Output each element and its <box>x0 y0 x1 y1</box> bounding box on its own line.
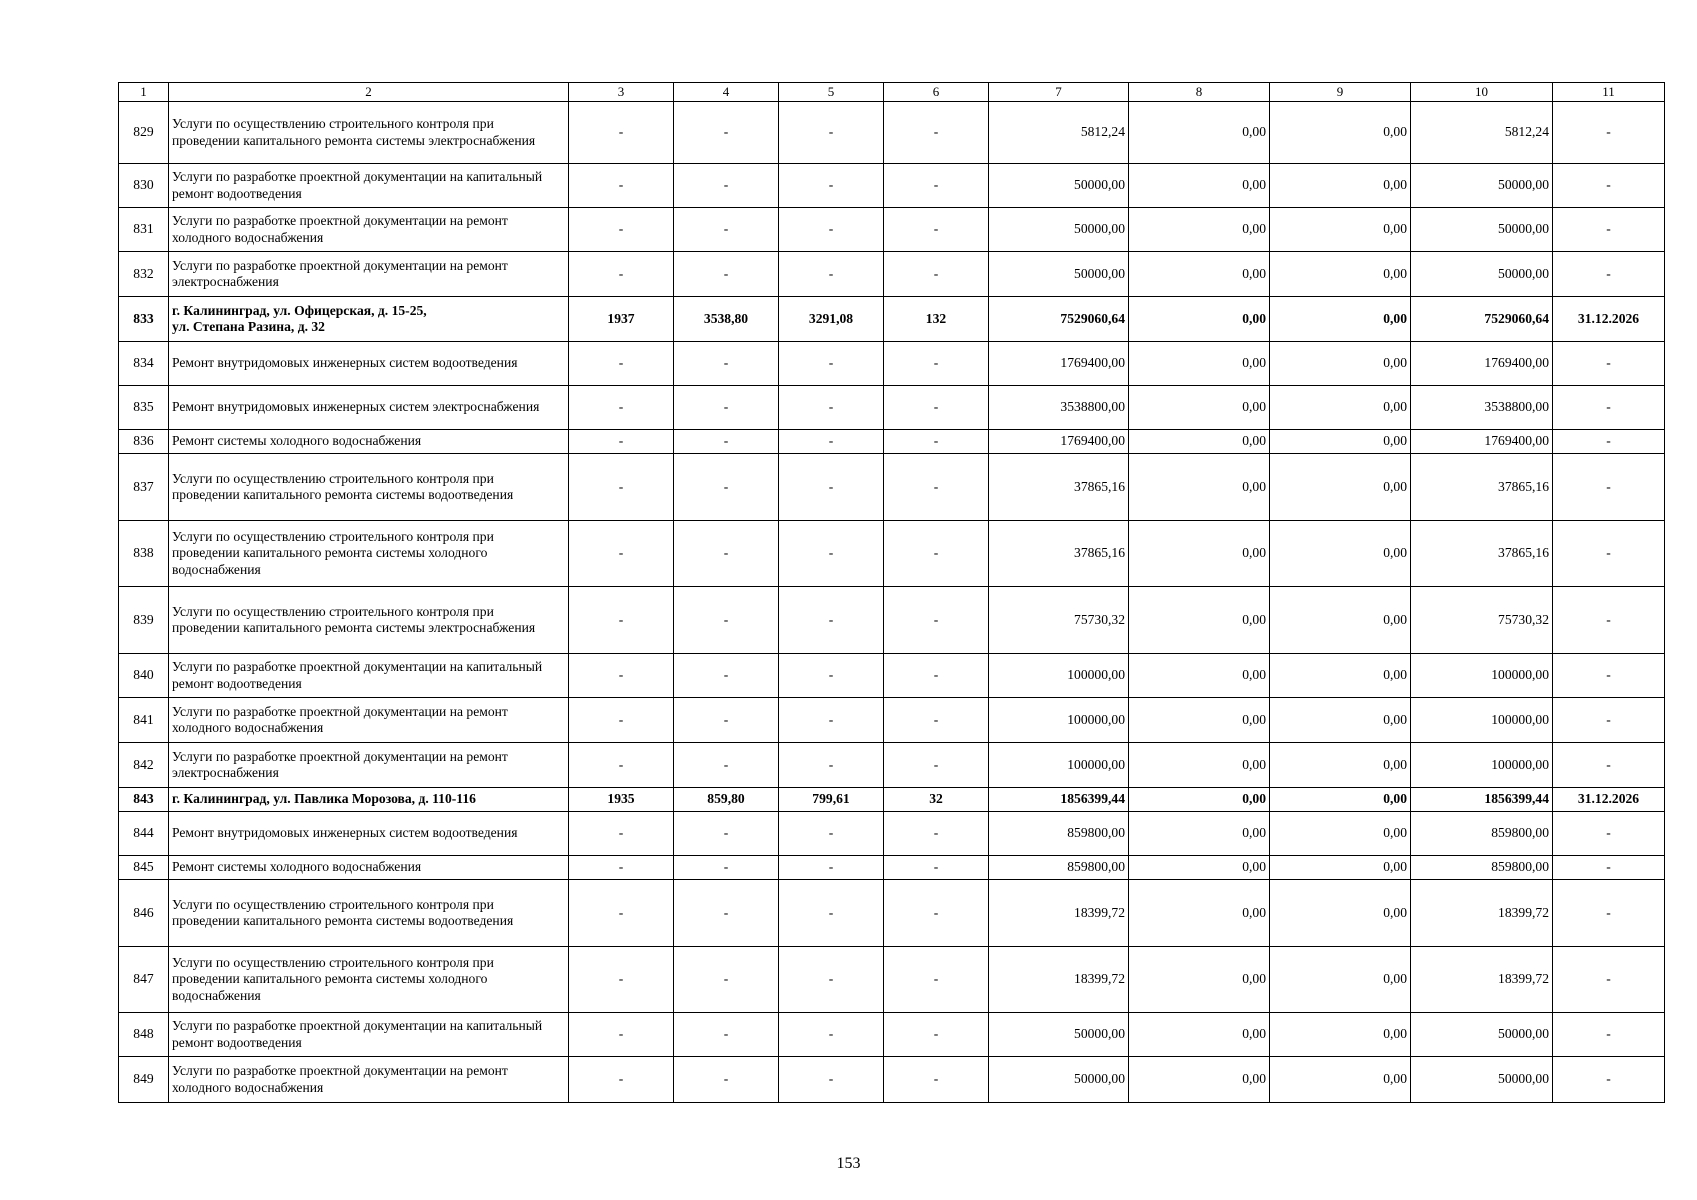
description-cell: Услуги по осуществлению строительного контроля при проведении капитального ремонта системы холодного водоснабжения <box>169 521 569 587</box>
description-cell: Ремонт внутридомовых инженерных систем водоотведения <box>169 342 569 386</box>
year-cell: - <box>569 521 674 587</box>
table-row <box>119 654 1665 698</box>
col-4-cell: - <box>674 743 779 788</box>
table-row <box>119 947 1665 1013</box>
col-4-cell: - <box>674 698 779 743</box>
col-5-cell: - <box>779 880 884 947</box>
col-8-cell: 0,00 <box>1129 454 1270 521</box>
column-header: 11 <box>1553 83 1665 102</box>
column-header: 5 <box>779 83 884 102</box>
description-cell: Ремонт системы холодного водоснабжения <box>169 430 569 454</box>
year-cell: - <box>569 342 674 386</box>
col-5-cell: - <box>779 102 884 164</box>
table-row <box>119 698 1665 743</box>
year-cell: - <box>569 947 674 1013</box>
table-row <box>119 454 1665 521</box>
col-11-cell: - <box>1553 252 1665 297</box>
col-4-cell: - <box>674 1057 779 1103</box>
col-6-cell: - <box>884 164 989 208</box>
col-9-cell: 0,00 <box>1270 1057 1411 1103</box>
col-4-cell: - <box>674 342 779 386</box>
description-cell: Услуги по осуществлению строительного контроля при проведении капитального ремонта системы холодного водоснабжения <box>169 947 569 1013</box>
col-4-cell: - <box>674 454 779 521</box>
table-row <box>119 1057 1665 1103</box>
col-6-cell: - <box>884 880 989 947</box>
table-row <box>119 521 1665 587</box>
col-4-cell: - <box>674 1013 779 1057</box>
col-4-cell: - <box>674 208 779 252</box>
column-header: 3 <box>569 83 674 102</box>
year-cell: - <box>569 743 674 788</box>
col-5-cell: - <box>779 812 884 856</box>
row-number-cell: 834 <box>119 342 169 386</box>
col-9-cell: 0,00 <box>1270 880 1411 947</box>
table-row <box>119 1013 1665 1057</box>
row-number-cell: 837 <box>119 454 169 521</box>
col-11-cell: - <box>1553 1057 1665 1103</box>
col-4-cell: 859,80 <box>674 788 779 812</box>
row-number-cell: 844 <box>119 812 169 856</box>
col-10-cell: 37865,16 <box>1411 521 1553 587</box>
description-cell: Ремонт внутридомовых инженерных систем электроснабжения <box>169 386 569 430</box>
col-7-cell: 100000,00 <box>989 743 1129 788</box>
col-11-cell: - <box>1553 743 1665 788</box>
column-header: 2 <box>169 83 569 102</box>
column-header: 9 <box>1270 83 1411 102</box>
col-4-cell: - <box>674 386 779 430</box>
col-7-cell: 75730,32 <box>989 587 1129 654</box>
col-9-cell: 0,00 <box>1270 102 1411 164</box>
col-4-cell: - <box>674 164 779 208</box>
page-number: 153 <box>836 1155 861 1172</box>
col-10-cell: 859800,00 <box>1411 856 1553 880</box>
year-cell: - <box>569 208 674 252</box>
col-10-cell: 50000,00 <box>1411 164 1553 208</box>
col-11-cell: - <box>1553 1013 1665 1057</box>
col-7-cell: 5812,24 <box>989 102 1129 164</box>
col-4-cell: - <box>674 252 779 297</box>
description-cell: Ремонт внутридомовых инженерных систем водоотведения <box>169 812 569 856</box>
col-9-cell: 0,00 <box>1270 521 1411 587</box>
col-10-cell: 100000,00 <box>1411 654 1553 698</box>
table-row <box>119 587 1665 654</box>
description-cell: Услуги по разработке проектной документации на ремонт электроснабжения <box>169 252 569 297</box>
description-cell: Услуги по разработке проектной документации на ремонт холодного водоснабжения <box>169 698 569 743</box>
col-6-cell: - <box>884 252 989 297</box>
col-5-cell: - <box>779 947 884 1013</box>
col-8-cell: 0,00 <box>1129 1057 1270 1103</box>
col-10-cell: 75730,32 <box>1411 587 1553 654</box>
col-8-cell: 0,00 <box>1129 947 1270 1013</box>
description-cell: Ремонт системы холодного водоснабжения <box>169 856 569 880</box>
col-4-cell: - <box>674 856 779 880</box>
col-5-cell: - <box>779 208 884 252</box>
description-cell: Услуги по разработке проектной документации на капитальный ремонт водоотведения <box>169 1013 569 1057</box>
column-number-row <box>119 83 1665 102</box>
description-cell: Услуги по разработке проектной документации на капитальный ремонт водоотведения <box>169 654 569 698</box>
row-number-cell: 849 <box>119 1057 169 1103</box>
col-10-cell: 50000,00 <box>1411 208 1553 252</box>
col-5-cell: - <box>779 743 884 788</box>
col-6-cell: - <box>884 521 989 587</box>
row-number-cell: 841 <box>119 698 169 743</box>
col-6-cell: - <box>884 812 989 856</box>
table-row <box>119 430 1665 454</box>
description-cell: Услуги по осуществлению строительного контроля при проведении капитального ремонта системы водоотведения <box>169 454 569 521</box>
year-cell: - <box>569 587 674 654</box>
col-7-cell: 50000,00 <box>989 1013 1129 1057</box>
col-9-cell: 0,00 <box>1270 454 1411 521</box>
col-9-cell: 0,00 <box>1270 698 1411 743</box>
col-7-cell: 18399,72 <box>989 947 1129 1013</box>
col-11-cell: - <box>1553 342 1665 386</box>
col-8-cell: 0,00 <box>1129 654 1270 698</box>
data-table <box>118 82 1665 1103</box>
row-number-cell: 836 <box>119 430 169 454</box>
col-9-cell: 0,00 <box>1270 587 1411 654</box>
table-row <box>119 880 1665 947</box>
col-9-cell: 0,00 <box>1270 856 1411 880</box>
col-9-cell: 0,00 <box>1270 947 1411 1013</box>
description-cell: г. Калининград, ул. Павлика Морозова, д. 110-116 <box>169 788 569 812</box>
col-9-cell: 0,00 <box>1270 430 1411 454</box>
col-4-cell: - <box>674 654 779 698</box>
table-row <box>119 208 1665 252</box>
col-9-cell: 0,00 <box>1270 208 1411 252</box>
year-cell: - <box>569 880 674 947</box>
col-11-cell: 31.12.2026 <box>1553 788 1665 812</box>
col-5-cell: - <box>779 1013 884 1057</box>
col-5-cell: 3291,08 <box>779 297 884 342</box>
col-4-cell: 3538,80 <box>674 297 779 342</box>
col-7-cell: 50000,00 <box>989 208 1129 252</box>
col-7-cell: 18399,72 <box>989 880 1129 947</box>
col-7-cell: 859800,00 <box>989 856 1129 880</box>
col-4-cell: - <box>674 102 779 164</box>
col-8-cell: 0,00 <box>1129 252 1270 297</box>
col-8-cell: 0,00 <box>1129 164 1270 208</box>
table-row <box>119 788 1665 812</box>
column-header: 10 <box>1411 83 1553 102</box>
col-11-cell: - <box>1553 386 1665 430</box>
col-10-cell: 859800,00 <box>1411 812 1553 856</box>
col-6-cell: - <box>884 102 989 164</box>
row-number-cell: 845 <box>119 856 169 880</box>
col-5-cell: - <box>779 856 884 880</box>
year-cell: - <box>569 430 674 454</box>
col-6-cell: - <box>884 342 989 386</box>
table-row <box>119 386 1665 430</box>
col-5-cell: - <box>779 698 884 743</box>
col-11-cell: - <box>1553 587 1665 654</box>
table-row <box>119 342 1665 386</box>
col-6-cell: - <box>884 208 989 252</box>
description-cell: г. Калининград, ул. Офицерская, д. 15-25, ул. Степана Разина, д. 32 <box>169 297 569 342</box>
row-number-cell: 838 <box>119 521 169 587</box>
col-7-cell: 37865,16 <box>989 521 1129 587</box>
col-7-cell: 1769400,00 <box>989 342 1129 386</box>
col-7-cell: 3538800,00 <box>989 386 1129 430</box>
col-5-cell: 799,61 <box>779 788 884 812</box>
col-6-cell: - <box>884 454 989 521</box>
col-10-cell: 50000,00 <box>1411 1057 1553 1103</box>
col-8-cell: 0,00 <box>1129 208 1270 252</box>
col-9-cell: 0,00 <box>1270 386 1411 430</box>
col-6-cell: - <box>884 1057 989 1103</box>
row-number-cell: 833 <box>119 297 169 342</box>
row-number-cell: 830 <box>119 164 169 208</box>
col-5-cell: - <box>779 386 884 430</box>
col-10-cell: 37865,16 <box>1411 454 1553 521</box>
col-10-cell: 3538800,00 <box>1411 386 1553 430</box>
col-6-cell: - <box>884 430 989 454</box>
col-11-cell: - <box>1553 947 1665 1013</box>
col-4-cell: - <box>674 430 779 454</box>
col-11-cell: - <box>1553 208 1665 252</box>
col-4-cell: - <box>674 947 779 1013</box>
column-header: 7 <box>989 83 1129 102</box>
col-5-cell: - <box>779 1057 884 1103</box>
col-9-cell: 0,00 <box>1270 297 1411 342</box>
col-5-cell: - <box>779 430 884 454</box>
row-number-cell: 843 <box>119 788 169 812</box>
col-11-cell: - <box>1553 521 1665 587</box>
description-cell: Услуги по осуществлению строительного контроля при проведении капитального ремонта системы водоотведения <box>169 880 569 947</box>
description-cell: Услуги по разработке проектной документации на ремонт холодного водоснабжения <box>169 208 569 252</box>
row-number-cell: 842 <box>119 743 169 788</box>
col-9-cell: 0,00 <box>1270 252 1411 297</box>
col-10-cell: 50000,00 <box>1411 252 1553 297</box>
col-11-cell: - <box>1553 654 1665 698</box>
col-5-cell: - <box>779 587 884 654</box>
col-8-cell: 0,00 <box>1129 788 1270 812</box>
description-cell: Услуги по разработке проектной документации на ремонт электроснабжения <box>169 743 569 788</box>
year-cell: - <box>569 454 674 521</box>
col-4-cell: - <box>674 812 779 856</box>
col-7-cell: 7529060,64 <box>989 297 1129 342</box>
col-7-cell: 100000,00 <box>989 698 1129 743</box>
row-number-cell: 839 <box>119 587 169 654</box>
row-number-cell: 829 <box>119 102 169 164</box>
col-5-cell: - <box>779 252 884 297</box>
col-8-cell: 0,00 <box>1129 430 1270 454</box>
col-6-cell: - <box>884 386 989 430</box>
year-cell: - <box>569 654 674 698</box>
col-11-cell: - <box>1553 102 1665 164</box>
col-5-cell: - <box>779 342 884 386</box>
col-4-cell: - <box>674 587 779 654</box>
year-cell: - <box>569 386 674 430</box>
col-8-cell: 0,00 <box>1129 521 1270 587</box>
col-6-cell: - <box>884 587 989 654</box>
col-7-cell: 100000,00 <box>989 654 1129 698</box>
col-8-cell: 0,00 <box>1129 856 1270 880</box>
col-8-cell: 0,00 <box>1129 812 1270 856</box>
col-7-cell: 1769400,00 <box>989 430 1129 454</box>
col-9-cell: 0,00 <box>1270 812 1411 856</box>
col-8-cell: 0,00 <box>1129 698 1270 743</box>
col-8-cell: 0,00 <box>1129 880 1270 947</box>
col-6-cell: - <box>884 947 989 1013</box>
col-11-cell: - <box>1553 698 1665 743</box>
col-10-cell: 1769400,00 <box>1411 342 1553 386</box>
year-cell: - <box>569 102 674 164</box>
col-10-cell: 1856399,44 <box>1411 788 1553 812</box>
col-9-cell: 0,00 <box>1270 1013 1411 1057</box>
col-9-cell: 0,00 <box>1270 164 1411 208</box>
col-10-cell: 18399,72 <box>1411 947 1553 1013</box>
col-8-cell: 0,00 <box>1129 342 1270 386</box>
description-cell: Услуги по осуществлению строительного контроля при проведении капитального ремонта системы электроснабжения <box>169 587 569 654</box>
col-6-cell: - <box>884 698 989 743</box>
col-9-cell: 0,00 <box>1270 788 1411 812</box>
col-8-cell: 0,00 <box>1129 297 1270 342</box>
description-cell: Услуги по разработке проектной документации на капитальный ремонт водоотведения <box>169 164 569 208</box>
col-7-cell: 37865,16 <box>989 454 1129 521</box>
col-10-cell: 100000,00 <box>1411 698 1553 743</box>
col-11-cell: - <box>1553 430 1665 454</box>
table-row <box>119 252 1665 297</box>
col-6-cell: - <box>884 743 989 788</box>
col-4-cell: - <box>674 521 779 587</box>
col-7-cell: 1856399,44 <box>989 788 1129 812</box>
col-8-cell: 0,00 <box>1129 102 1270 164</box>
col-9-cell: 0,00 <box>1270 654 1411 698</box>
col-7-cell: 50000,00 <box>989 252 1129 297</box>
year-cell: - <box>569 252 674 297</box>
col-6-cell: 132 <box>884 297 989 342</box>
col-10-cell: 50000,00 <box>1411 1013 1553 1057</box>
col-11-cell: - <box>1553 164 1665 208</box>
col-8-cell: 0,00 <box>1129 1013 1270 1057</box>
col-7-cell: 50000,00 <box>989 1057 1129 1103</box>
col-8-cell: 0,00 <box>1129 587 1270 654</box>
table-row <box>119 856 1665 880</box>
col-6-cell: - <box>884 654 989 698</box>
col-10-cell: 100000,00 <box>1411 743 1553 788</box>
year-cell: - <box>569 698 674 743</box>
col-9-cell: 0,00 <box>1270 743 1411 788</box>
year-cell: - <box>569 1057 674 1103</box>
col-5-cell: - <box>779 454 884 521</box>
row-number-cell: 835 <box>119 386 169 430</box>
col-7-cell: 859800,00 <box>989 812 1129 856</box>
col-5-cell: - <box>779 521 884 587</box>
row-number-cell: 832 <box>119 252 169 297</box>
column-header: 6 <box>884 83 989 102</box>
col-4-cell: - <box>674 880 779 947</box>
col-10-cell: 1769400,00 <box>1411 430 1553 454</box>
col-11-cell: - <box>1553 812 1665 856</box>
col-6-cell: - <box>884 1013 989 1057</box>
description-cell: Услуги по осуществлению строительного контроля при проведении капитального ремонта системы электроснабжения <box>169 102 569 164</box>
row-number-cell: 831 <box>119 208 169 252</box>
year-cell: 1937 <box>569 297 674 342</box>
col-11-cell: - <box>1553 880 1665 947</box>
row-number-cell: 840 <box>119 654 169 698</box>
year-cell: 1935 <box>569 788 674 812</box>
table-row <box>119 102 1665 164</box>
table-row <box>119 743 1665 788</box>
col-5-cell: - <box>779 164 884 208</box>
column-header: 4 <box>674 83 779 102</box>
table-row <box>119 164 1665 208</box>
row-number-cell: 848 <box>119 1013 169 1057</box>
col-6-cell: - <box>884 856 989 880</box>
col-10-cell: 7529060,64 <box>1411 297 1553 342</box>
col-9-cell: 0,00 <box>1270 342 1411 386</box>
table-row <box>119 297 1665 342</box>
col-8-cell: 0,00 <box>1129 743 1270 788</box>
table-row <box>119 812 1665 856</box>
year-cell: - <box>569 812 674 856</box>
year-cell: - <box>569 164 674 208</box>
description-cell: Услуги по разработке проектной документации на ремонт холодного водоснабжения <box>169 1057 569 1103</box>
col-6-cell: 32 <box>884 788 989 812</box>
col-11-cell: - <box>1553 454 1665 521</box>
column-header: 8 <box>1129 83 1270 102</box>
column-header: 1 <box>119 83 169 102</box>
col-11-cell: - <box>1553 856 1665 880</box>
year-cell: - <box>569 856 674 880</box>
col-11-cell: 31.12.2026 <box>1553 297 1665 342</box>
col-10-cell: 18399,72 <box>1411 880 1553 947</box>
col-5-cell: - <box>779 654 884 698</box>
col-7-cell: 50000,00 <box>989 164 1129 208</box>
row-number-cell: 847 <box>119 947 169 1013</box>
col-10-cell: 5812,24 <box>1411 102 1553 164</box>
year-cell: - <box>569 1013 674 1057</box>
row-number-cell: 846 <box>119 880 169 947</box>
col-8-cell: 0,00 <box>1129 386 1270 430</box>
